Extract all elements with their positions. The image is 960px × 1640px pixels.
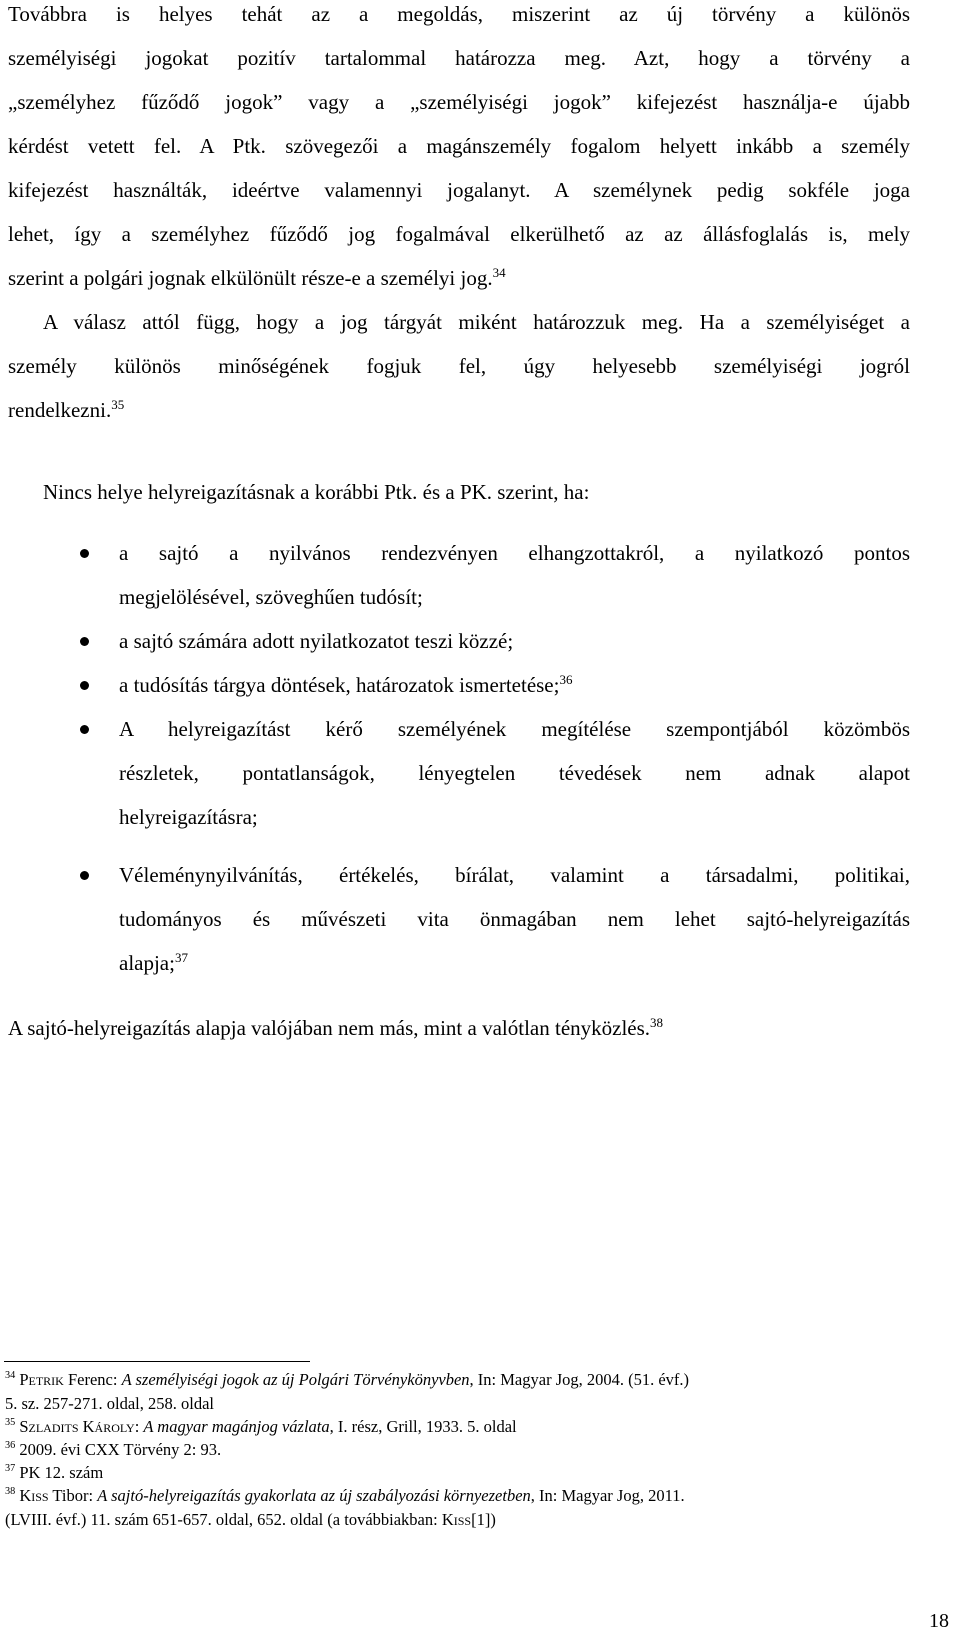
list-item-line: tudományos és művészeti vita önmagában nem lehet sajtó-helyreigazítás xyxy=(119,907,910,931)
list-item-line: Véleménynyilvánítás, értékelés, bírálat, valamint a társadalmi, politikai, xyxy=(119,863,910,887)
footnote-35 xyxy=(5,1417,517,1437)
footnote-text: Ferenc: xyxy=(63,1370,122,1389)
footnote-text: (LVIII. évf.) 11. szám 651-657. oldal, 652. oldal (a továbbiakban: xyxy=(5,1510,442,1529)
footnote-number: 34 xyxy=(5,1370,16,1382)
bullet-icon xyxy=(80,637,89,646)
footnote-text: Tibor: xyxy=(48,1486,98,1505)
list-item-line xyxy=(119,951,188,975)
paragraph-line-text: szerint a polgári jognak elkülönült része-e a személyi jog. xyxy=(8,266,493,290)
paragraph-line: lehet, így a személyhez fűződő jog fogalmával elkerülhető az az állásfoglalás is, mely xyxy=(8,222,910,246)
footnote-ref: 38 xyxy=(650,1014,664,1030)
footnote-text: , In: Magyar Jog, 2011. xyxy=(530,1486,685,1505)
footnote-37 xyxy=(5,1463,103,1483)
footnote-text: , I. rész, Grill, 1933. 5. oldal xyxy=(329,1417,517,1436)
footnote-ref: 37 xyxy=(174,949,188,965)
list-intro: Nincs helye helyreigazításnak a korábbi Ptk. és a PK. szerint, ha: xyxy=(43,480,590,504)
paragraph-line xyxy=(8,398,124,422)
footnote-38-line2 xyxy=(5,1510,496,1530)
closing-sentence xyxy=(8,1016,663,1040)
bullet-icon xyxy=(80,725,89,734)
footnote-author: Kiss xyxy=(441,1510,472,1529)
footnote-text: 2009. évi CXX Törvény 2: 93. xyxy=(19,1440,222,1459)
list-item-line: a sajtó a nyilvános rendezvényen elhangzottakról, a nyilatkozó pontos xyxy=(119,541,910,565)
closing-text: A sajtó-helyreigazítás alapja valójában nem más, mint a valótlan tényközlés. xyxy=(8,1016,651,1040)
list-item-line: A helyreigazítást kérő személyének megítélése szempontjából közömbös xyxy=(119,717,910,741)
paragraph-line: Továbbra is helyes tehát az a megoldás, miszerint az új törvény a különös xyxy=(8,2,910,26)
footnote-author: Kiss xyxy=(19,1486,49,1505)
footnote-author: Petrik xyxy=(19,1370,64,1389)
footnote-number: 37 xyxy=(5,1463,16,1475)
footnote-number: 38 xyxy=(5,1486,16,1498)
paragraph-line-text: rendelkezni. xyxy=(8,398,112,422)
list-item-line: megjelölésével, szöveghűen tudósít; xyxy=(119,585,423,609)
footnote-ref: 34 xyxy=(492,264,506,280)
paragraph-line: kifejezést használták, ideértve valamennyi jogalanyt. A személynek pedig sokféle joga xyxy=(8,178,910,202)
footnote-number: 36 xyxy=(5,1440,16,1452)
page-number: 18 xyxy=(929,1610,949,1632)
bullet-icon xyxy=(80,549,89,558)
paragraph-line xyxy=(8,266,506,290)
footnote-title: A személyiségi jogok az új Polgári Törvénykönyvben xyxy=(121,1370,470,1389)
paragraph-line: „személyhez fűződő jogok” vagy a „személyiségi jogok” kifejezést használja-e újabb xyxy=(8,90,910,114)
footnote-title: A magyar magánjog vázlata xyxy=(143,1417,330,1436)
footnote-author: Szladits Károly xyxy=(19,1417,135,1436)
footnote-34 xyxy=(5,1370,689,1390)
list-item-text: alapja; xyxy=(119,951,175,975)
paragraph-line: személy különös minőségének fogjuk fel, úgy helyesebb személyiségi jogról xyxy=(8,354,910,378)
footnote-36 xyxy=(5,1440,221,1460)
bullet-icon xyxy=(80,681,89,690)
footnote-separator xyxy=(4,1361,310,1362)
footnote-ref: 36 xyxy=(559,671,573,687)
footnote-text: : xyxy=(134,1417,144,1436)
paragraph-line: A válasz attól függ, hogy a jog tárgyát miként határozzuk meg. Ha a személyiséget a xyxy=(43,310,910,334)
footnote-text: , In: Magyar Jog, 2004. (51. évf.) xyxy=(469,1370,690,1389)
bullet-icon xyxy=(80,871,89,880)
footnote-number: 35 xyxy=(5,1417,16,1429)
list-item-line: a sajtó számára adott nyilatkozatot teszi közzé; xyxy=(119,629,514,653)
list-item-text: a tudósítás tárgya döntések, határozatok ismertetése; xyxy=(119,673,560,697)
footnote-38 xyxy=(5,1486,685,1506)
list-item-line: helyreigazításra; xyxy=(119,805,258,829)
paragraph-line: kérdést vetett fel. A Ptk. szövegezői a magánszemély fogalom helyett inkább a személy xyxy=(8,134,910,158)
list-item-line: részletek, pontatlanságok, lényegtelen tévedések nem adnak alapot xyxy=(119,761,910,785)
footnote-title: A sajtó-helyreigazítás gyakorlata az új szabályozási környezetben xyxy=(97,1486,531,1505)
list-item-line xyxy=(119,673,572,697)
footnote-ref: 35 xyxy=(111,396,125,412)
footnote-text: PK 12. szám xyxy=(19,1463,104,1482)
paragraph-line: személyiségi jogokat pozitív tartalommal határozza meg. Azt, hogy a törvény a xyxy=(8,46,910,70)
footnote-34-line2: 5. sz. 257-271. oldal, 258. oldal xyxy=(5,1394,214,1413)
footnote-text: [1]) xyxy=(471,1510,496,1529)
